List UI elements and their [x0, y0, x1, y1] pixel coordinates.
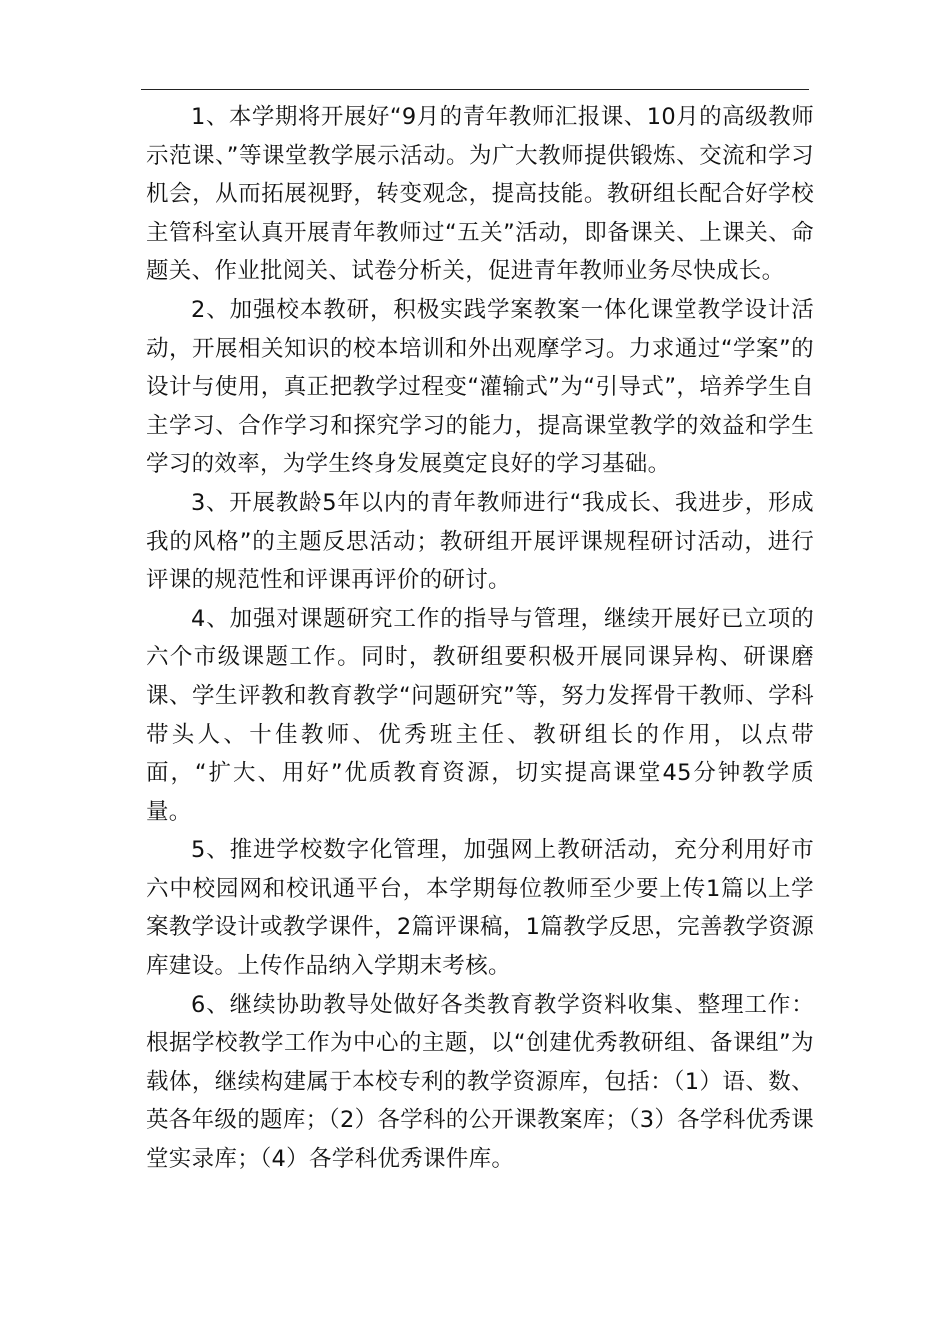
- paragraph-1: 1、本学期将开展好“9月的青年教师汇报课、10月的高级教师示范课、”等课堂教学展示活动。为广大教师提供锻炼、交流和学习机会，从而拓展视野，转变观念，提高技能。教研组长配合好学校主管科室认真开展青年教师过“五关”活动，即备课关、上课关、命题关、作业批阅关、试卷分析关，促进青年教师业务尽快成长。: [146, 104, 814, 285]
- document-body: [146, 98, 814, 1179]
- paragraph-6: 6、继续协助教导处做好各类教育教学资料收集、整理工作：根据学校教学工作为中心的主题，以“创建优秀教研组、备课组”为载体，继续构建属于本校专利的教学资源库，包括：（1）语、数、英各年级的题库；（2）各学科的公开课教案库；（3）各学科优秀课堂实录库；（4）各学科优秀课件库。: [146, 991, 814, 1173]
- paragraph-2: 2、加强校本教研，积极实践学案教案一体化课堂教学设计活动，开展相关知识的校本培训和外出观摩学习。力求通过“学案”的设计与使用，真正把教学过程变“灌输式”为“引导式”，培养学生自主学习、合作学习和探究学习的能力，提高课堂教学的效益和学生学习的效率，为学生终身发展奠定良好的学习基础。: [146, 296, 814, 478]
- paragraph-4: 4、加强对课题研究工作的指导与管理，继续开展好已立项的六个市级课题工作。同时，教研组要积极开展同课异构、研课磨课、学生评教和教育教学“问题研究”等，努力发挥骨干教师、学科带头人、十佳教师、优秀班主任、教研组长的作用，以点带面，“扩大、用好”优质教育资源，切实提高课堂45分钟教学质量。: [146, 605, 814, 825]
- header-rule: [141, 89, 809, 90]
- paragraph-5: 5、推进学校数字化管理，加强网上教研活动，充分利用好市六中校园网和校讯通平台，本学期每位教师至少要上传1篇以上学案教学设计或教学课件，2篇评课稿，1篇教学反思，完善教学资源库建设。上传作品纳入学期末考核。: [146, 837, 814, 980]
- paragraph-3: 3、开展教龄5年以内的青年教师进行“我成长、我进步，形成我的风格”的主题反思活动；教研组开展评课规程研讨活动，进行评课的规范性和评课再评价的研讨。: [146, 489, 814, 594]
